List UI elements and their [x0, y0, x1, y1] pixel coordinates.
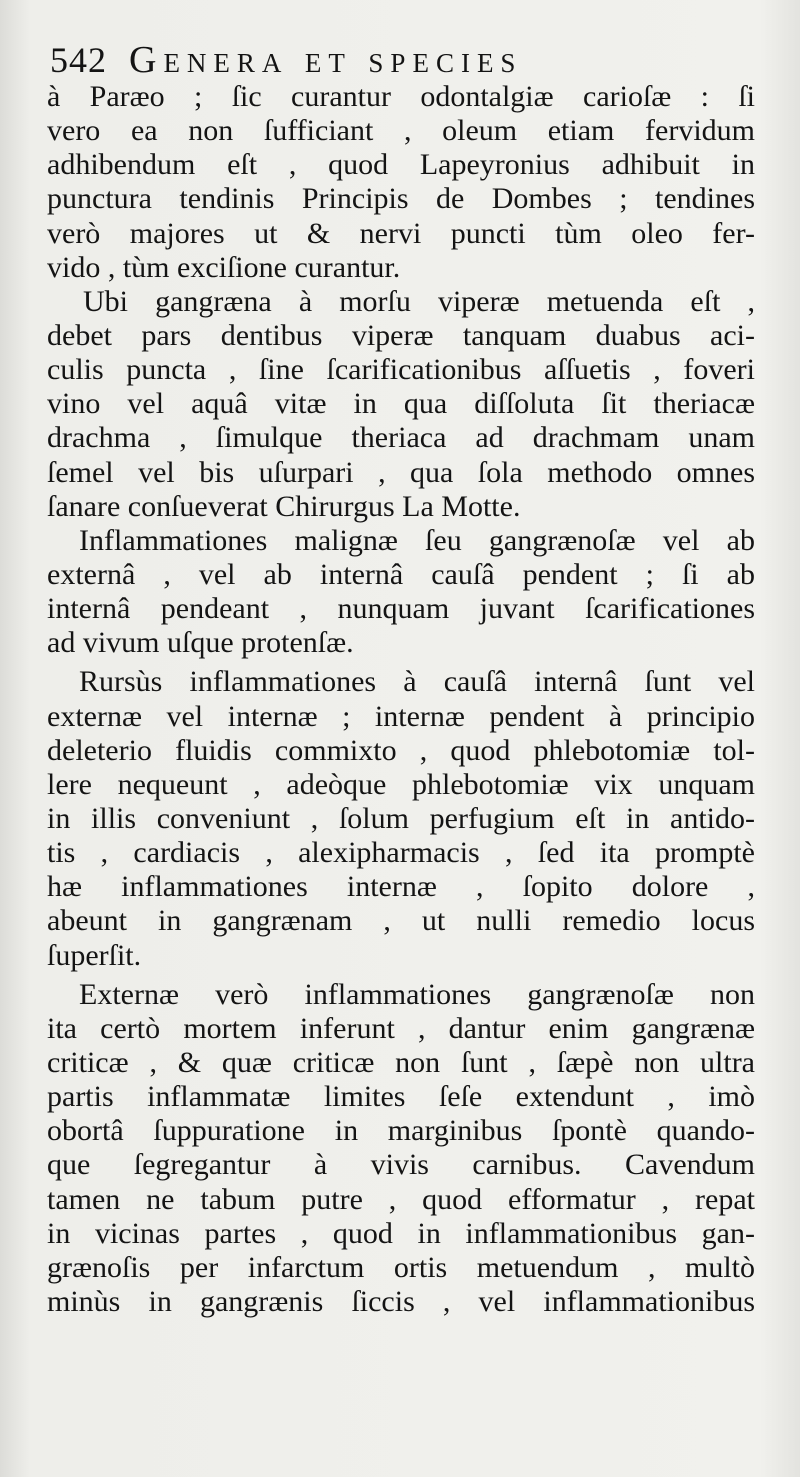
text-line: que ſegregantur à vivis carnibus. Cavendum [47, 1148, 755, 1182]
text-line: externæ vel internæ ; internæ pendent à principio [47, 699, 755, 733]
text-line: partis inflammatæ limites ſeſe extendunt , imò [47, 1080, 755, 1114]
text-line: minùs in gangrænis ſiccis , vel inflammationibus [47, 1284, 755, 1318]
text-line: criticæ , & quæ criticæ non ſunt , ſæpè non ultra [47, 1045, 755, 1079]
text-line: tamen ne tabum putre , quod efformatur , repat [47, 1182, 755, 1216]
text-line: ſanare conſueverat Chirurgus La Motte. [47, 489, 521, 523]
text-line: deleterio fluidis commixto , quod phlebotomiæ tol- [47, 733, 755, 767]
text-line: à Paræo ; ſic curantur odontalgiæ carioſæ : ſi [47, 80, 755, 113]
text-line: vido , tùm exciſione curantur. [47, 250, 401, 284]
page-number: 542 [50, 40, 107, 80]
paragraph-first-line: Externæ verò inflammationes gangrænoſæ non [79, 977, 755, 1011]
text-line: culis puncta , ſine ſcarificationibus aſſuetis , foveri [47, 353, 755, 387]
text-line: ſemel vel bis uſurpari , qua ſola methodo omnes [47, 455, 755, 489]
text-line: verò majores ut & nervi puncti tùm oleo fer- [47, 216, 755, 250]
text-line: vero ea non ſufficiant , oleum etiam fervidum [47, 114, 755, 148]
text-line: ita certò mortem inferunt , dantur enim gangrænæ [47, 1011, 755, 1045]
running-title: Genera et species [129, 39, 523, 81]
text-line: externâ , vel ab internâ cauſâ pendent ; ſi ab [47, 557, 755, 591]
text-line: in illis conveniunt , ſolum perfugium eſt in antido- [47, 801, 755, 835]
paragraph-first-line: Rursùs inflammationes à cauſâ internâ ſunt vel [79, 665, 755, 699]
text-line: abeunt in gangrænam , ut nulli remedio locus [47, 904, 755, 938]
text-line: lere nequeunt , adeòque phlebotomiæ vix unquam [47, 767, 755, 801]
body-text [47, 80, 755, 1319]
text-line: tis , cardiacis , alexipharmacis , ſed ita promptè [47, 836, 755, 870]
text-line: grænoſis per infarctum ortis metuendum , multò [47, 1250, 755, 1284]
text-line: punctura tendinis Principis de Dombes ; tendines [47, 182, 755, 216]
text-line: drachma , ſimulque theriaca ad drachmam unam [47, 421, 755, 455]
paragraph-first-line: Ubi gangræna à morſu viperæ metuenda eſt , [83, 284, 755, 318]
text-line: internâ pendeant , nunquam juvant ſcarificationes [47, 592, 755, 626]
text-line: adhibendum eſt , quod Lapeyronius adhibuit in [47, 148, 755, 182]
text-line: vino vel aquâ vitæ in qua diſſoluta ſit theriacæ [47, 387, 755, 421]
text-line: hæ inflammationes internæ , ſopito dolore , [47, 870, 755, 904]
text-line: in vicinas partes , quod in inflammationibus gan- [47, 1216, 755, 1250]
page-header [50, 38, 522, 82]
text-line: obortâ ſuppuratione in marginibus ſpontè quando- [47, 1114, 755, 1148]
text-line: ſuperſit. [47, 938, 142, 972]
paragraph-first-line: Inflammationes malignæ ſeu gangrænoſæ vel ab [79, 523, 755, 557]
text-line: ad vivum uſque protenſæ. [47, 626, 354, 660]
text-line: debet pars dentibus viperæ tanquam duabus aci- [47, 318, 755, 352]
